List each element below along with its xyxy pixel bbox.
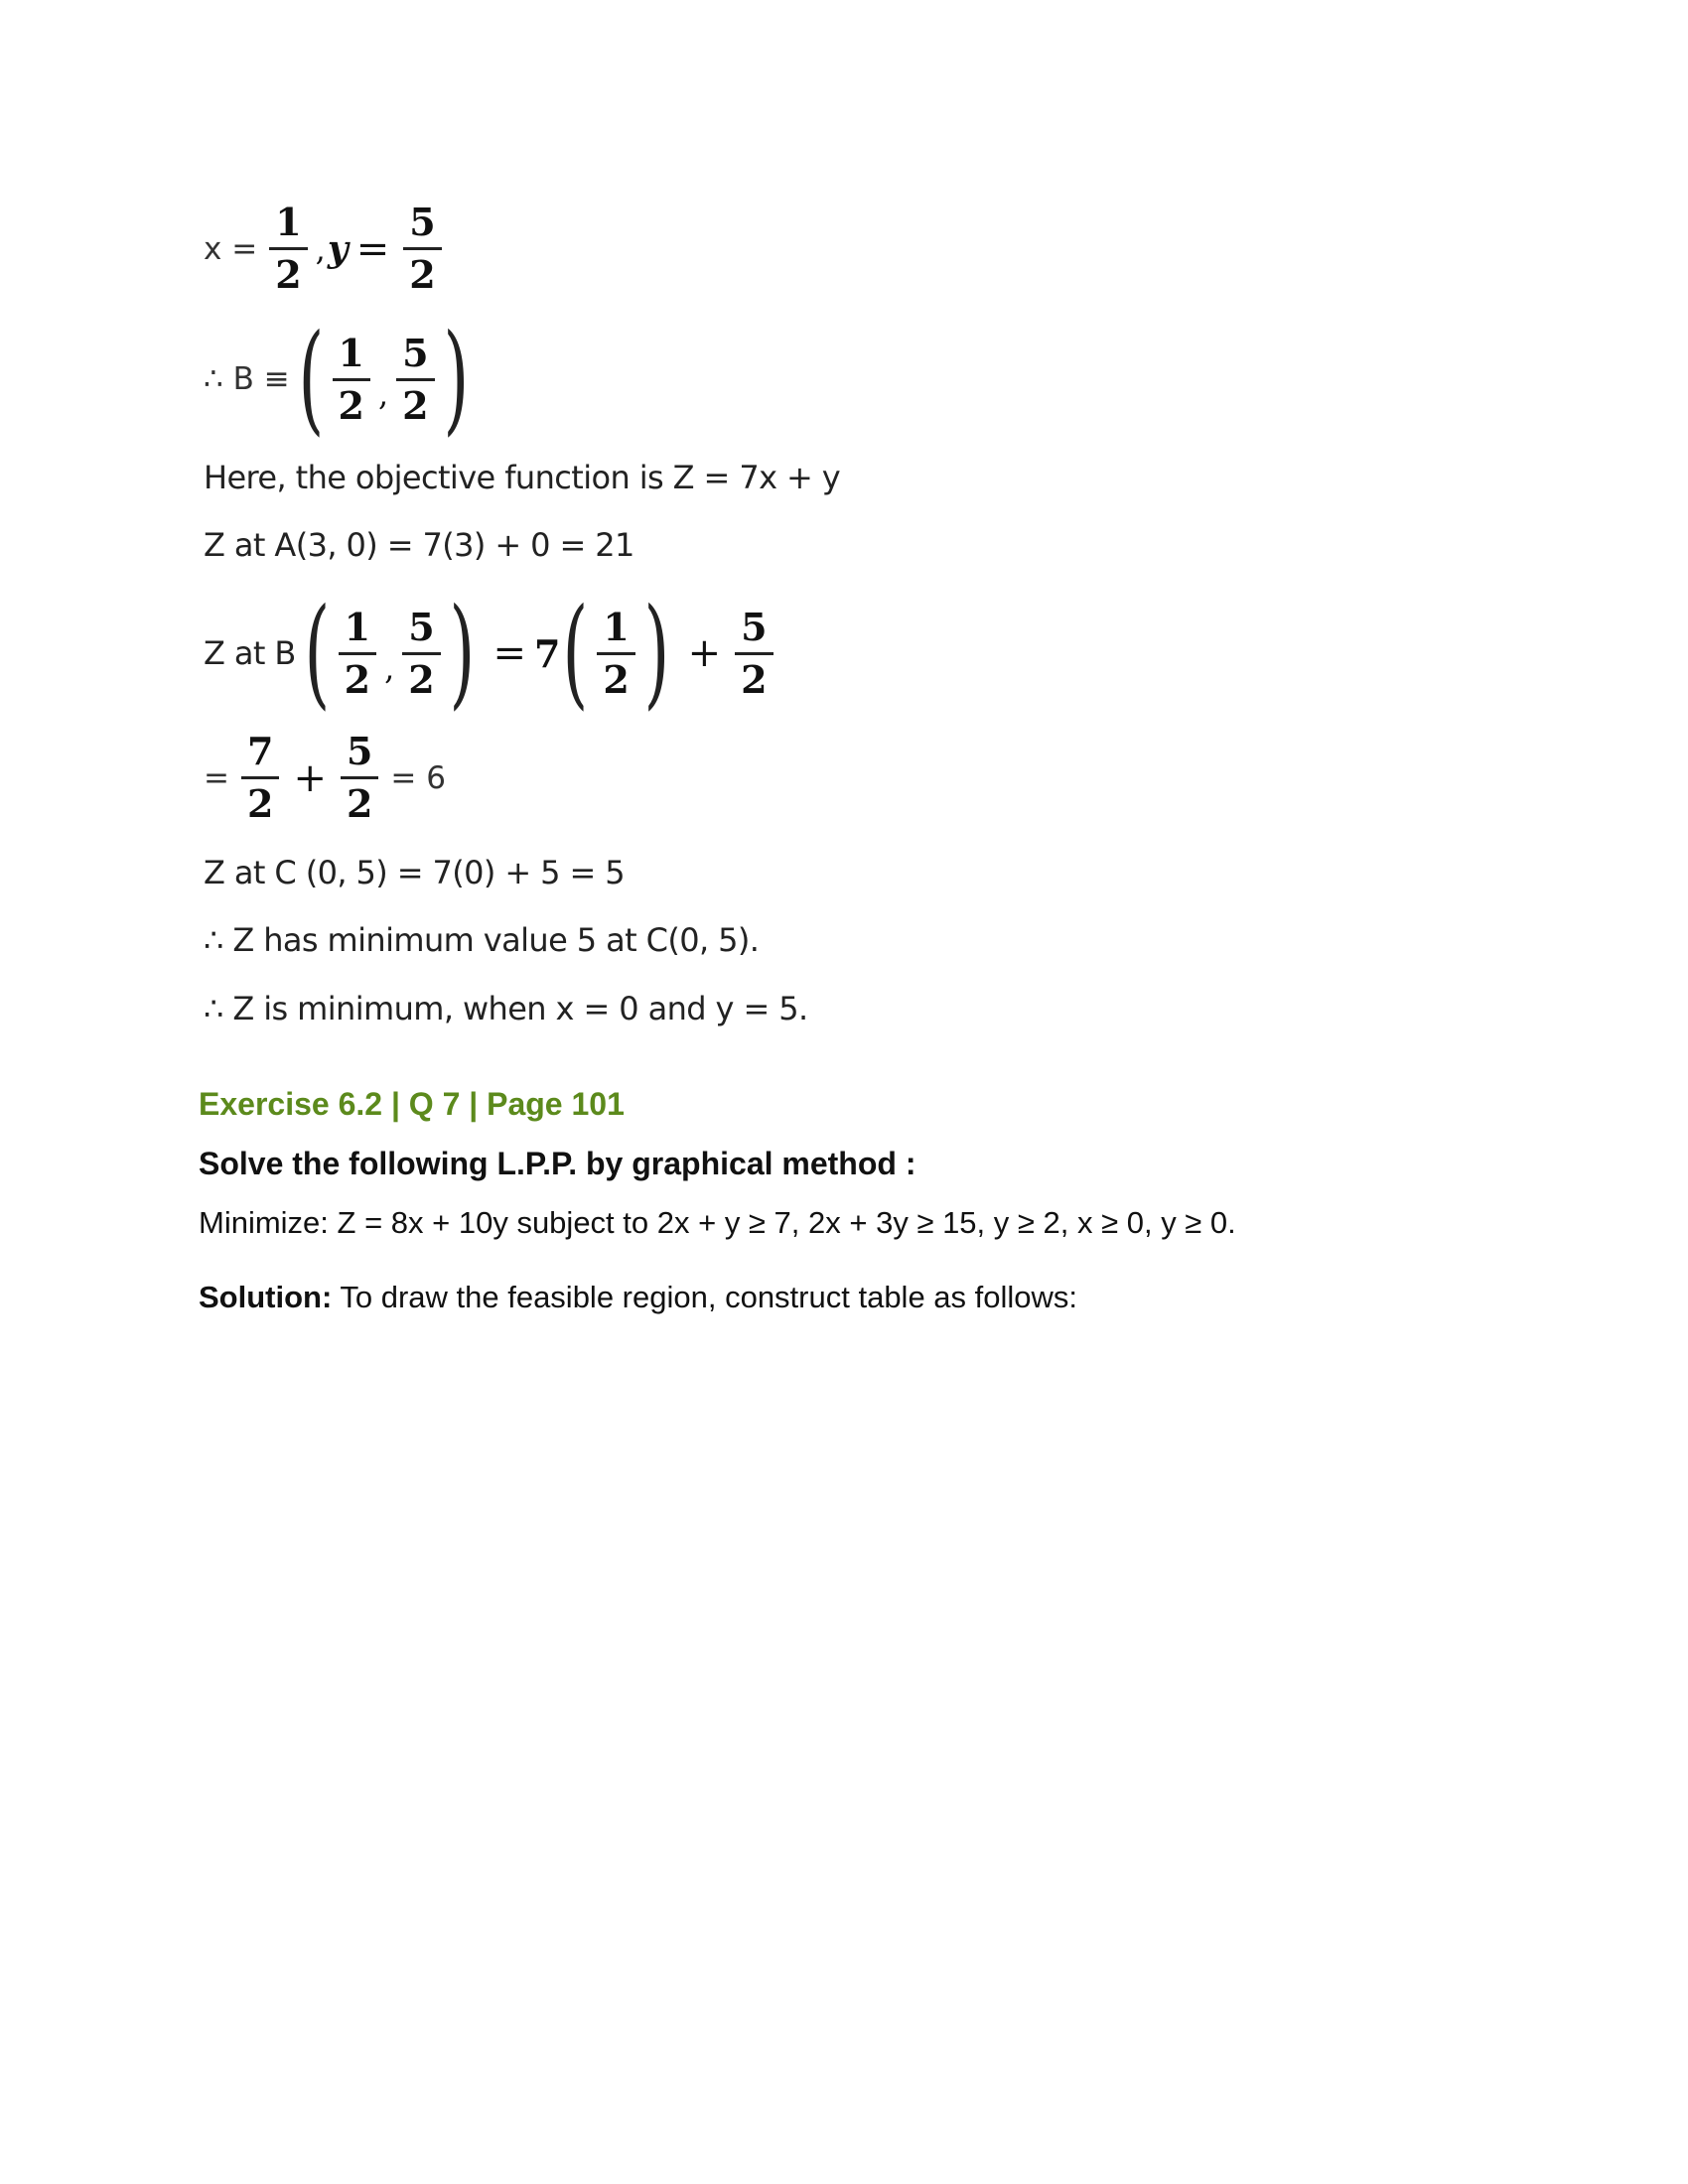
close-paren: ) — [443, 310, 469, 448]
fraction-inner: $\frac{1}{2}$ — [597, 609, 634, 699]
exercise-heading: Exercise 6.2 | Q 7 | Page 101 — [199, 1086, 625, 1122]
fraction-by: $\frac{5}{2}$ — [396, 335, 434, 425]
conclusion-minimum-value: ∴ Z has minimum value 5 at C(0, 5). — [204, 921, 760, 959]
open-paren: ( — [298, 310, 324, 448]
equation-z-at-b: Z at B ( $\frac{1}{2}$ , $\frac{5}{2}$ ) = 7 ( $\frac{1}{2}$ ) + $\frac{5}{2}$ — [204, 594, 779, 713]
equation-point-b: ∴ B ≡ ( $\frac{1}{2}$ , $\frac{5}{2}$ ) — [204, 310, 469, 448]
z-at-c-text: Z at C (0, 5) = 7(0) + 5 = 5 — [204, 854, 626, 891]
point-b-prefix: ∴ B ≡ — [204, 361, 290, 397]
fraction-add: $\frac{5}{2}$ — [735, 609, 773, 699]
z-at-a-text: Z at A(3, 0) = 7(3) + 0 = 21 — [204, 526, 634, 564]
fraction-bx: $\frac{1}{2}$ — [339, 609, 376, 699]
z-at-b-prefix: Z at B — [204, 634, 296, 672]
solution-label: Solution: — [199, 1280, 333, 1314]
conclusion-minimum-point: ∴ Z is minimum, when x = 0 and y = 5. — [204, 990, 808, 1027]
objective-function-text: Here, the objective function is Z = 7x + y — [204, 459, 841, 496]
y-label: y — [327, 227, 349, 270]
fraction-b: $\frac{5}{2}$ — [341, 733, 378, 823]
solution-text: To draw the feasible region, construct table as follows: — [332, 1280, 1078, 1314]
equation-x-y-values: x = $\frac{1}{2}$ , y = $\frac{5}{2}$ — [204, 204, 448, 294]
x-label: x = — [204, 230, 258, 267]
fraction-by: $\frac{5}{2}$ — [402, 609, 440, 699]
fraction-a: $\frac{7}{2}$ — [241, 733, 279, 823]
fraction-x: $\frac{1}{2}$ — [269, 204, 307, 294]
equation-z-at-b-result: = $\frac{7}{2}$ + $\frac{5}{2}$ = 6 — [204, 729, 446, 826]
question-body: Minimize: Z = 8x + 10y subject to 2x + y ≥ 7, 2x + 3y ≥ 15, y ≥ 2, x ≥ 0, y ≥ 0. — [199, 1205, 1236, 1240]
question-title: Solve the following L.P.P. by graphical method : — [199, 1146, 916, 1181]
solution-line — [199, 1280, 1077, 1315]
fraction-y: $\frac{5}{2}$ — [403, 204, 441, 294]
fraction-bx: $\frac{1}{2}$ — [333, 335, 370, 425]
result-value: = 6 — [390, 759, 446, 796]
